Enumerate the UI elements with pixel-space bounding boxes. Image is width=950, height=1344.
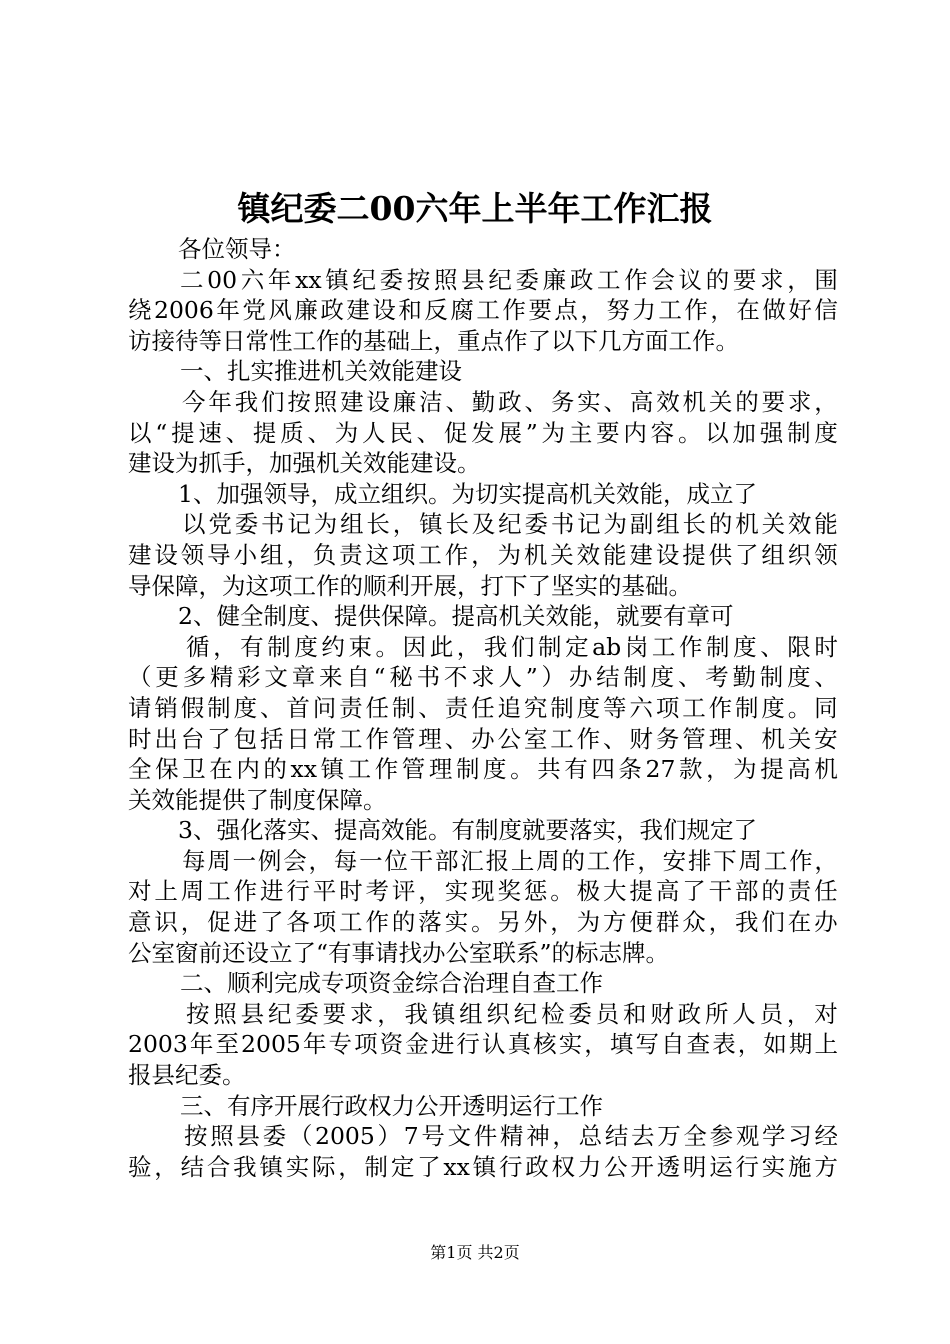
text-line: 各位领导： [178,235,296,263]
text-line: 每 周 一 例 会 ， 每 一 位 干 部 汇 报 上 周 的 工 作 ， 安 排 下 周 工 作 ， [182,846,838,875]
text-line: 时 出 台 了 包 括 日 常 工 作 管 理 、 办 公 室 工 作 、 财 务 管 理 、 机 关 安 [128,724,838,753]
text-line: 二、顺利完成专项资金综合治理自查工作 [180,969,603,998]
text-line: 请 销 假 制 度 、 首 问 责 任 制 、 责 任 追 究 制 度 等 六 项 工 作 制 度 。 同 [128,693,838,722]
text-line: 关效能提供了制度保障。 [128,785,387,814]
page-footer: 第1页 共2页 [430,1243,520,1262]
text-line: 以 党 委 书 记 为 组 长 ， 镇 长 及 纪 委 书 记 为 副 组 长 的 机 关 效 能 [182,510,838,539]
text-line: 报县纪委。 [128,1061,246,1090]
text-line: 验 ， 结 合 我 镇 实 际 ， 制 定 了 xx 镇 行 政 权 力 公 开 透 明 运 行 实 施 方 [128,1152,838,1181]
text-line: 循 ， 有 制 度 约 束 。 因 此 ， 我 们 制 定 ab 岗 工 作 制 度 、 限 时 [186,632,838,661]
text-line: 意 识 ， 促 进 了 各 项 工 作 的 落 实 。 另 外 ， 为 方 便 群 众 ， 我 们 在 办 [128,908,838,937]
document-title: 镇纪委二00六年上半年工作汇报 [237,189,713,228]
text-line: 今 年 我 们 按 照 建 设 廉 洁 、 勤 政 、 务 实 、 高 效 机 关 的 要 求 ， [182,387,838,416]
text-line: 建设为抓手，加强机关效能建设。 [128,449,481,478]
text-line: 以 “ 提 速 、 提 质 、 为 人 民 、 促 发 展 ” 为 主 要 内 容 。 以 加 强 制 度 [128,418,838,447]
text-line: 导保障，为这项工作的顺利开展，打下了坚实的基础。 [128,571,692,600]
text-line: 绕 2006 年 党 风 廉 政 建 设 和 反 腐 工 作 要 点 ， 努 力 工 作 ， 在 做 好 信 [128,296,838,325]
text-line: 建 设 领 导 小 组 ， 负 责 这 项 工 作 ， 为 机 关 效 能 建 设 提 供 了 组 织 领 [128,540,838,569]
document-body [128,234,838,1182]
text-line: （ 更 多 精 彩 文 章 来 自 “ 秘 书 不 求 人 ” ） 办 结 制 度 、 考 勤 制 度 、 [128,663,838,692]
text-line: 按 照 县 委 （ 2005 ） 7 号 文 件 精 神 ， 总 结 去 万 全 参 观 学 习 经 [184,1122,838,1151]
text-line: 二 00 六 年 xx 镇 纪 委 按 照 县 纪 委 廉 政 工 作 会 议 的 要 求 ， 围 [180,265,838,294]
text-line: 全 保 卫 在 内 的 xx 镇 工 作 管 理 制 度 。 共 有 四 条 27 款 ， 为 提 高 机 [128,755,838,784]
text-line: 对 上 周 工 作 进 行 平 时 考 评 ， 实 现 奖 惩 。 极 大 提 高 了 干 部 的 责 任 [128,877,838,906]
text-line: 公室窗前还设立了“有事请找办公室联系”的标志牌。 [128,938,670,967]
text-line: 1、加强领导，成立组织。为切实提高机关效能，成立了 [178,479,757,508]
text-line: 访接待等日常性工作的基础上，重点作了以下几方面工作。 [128,326,739,355]
text-line: 2、健全制度、提供保障。提高机关效能，就要有章可 [178,602,734,631]
text-line: 三、有序开展行政权力公开透明运行工作 [180,1091,603,1120]
text-line: 按 照 县 纪 委 要 求 ， 我 镇 组 织 纪 检 委 员 和 财 政 所 人 员 ， 对 [186,999,838,1028]
text-line: 3、强化落实、提高效能。有制度就要落实，我们规定了 [178,816,757,845]
text-line: 2003 年 至 2005 年 专 项 资 金 进 行 认 真 核 实 ， 填 写 自 查 表 ， 如 期 上 [128,1030,838,1059]
text-line: 一、扎实推进机关效能建设 [180,357,462,386]
